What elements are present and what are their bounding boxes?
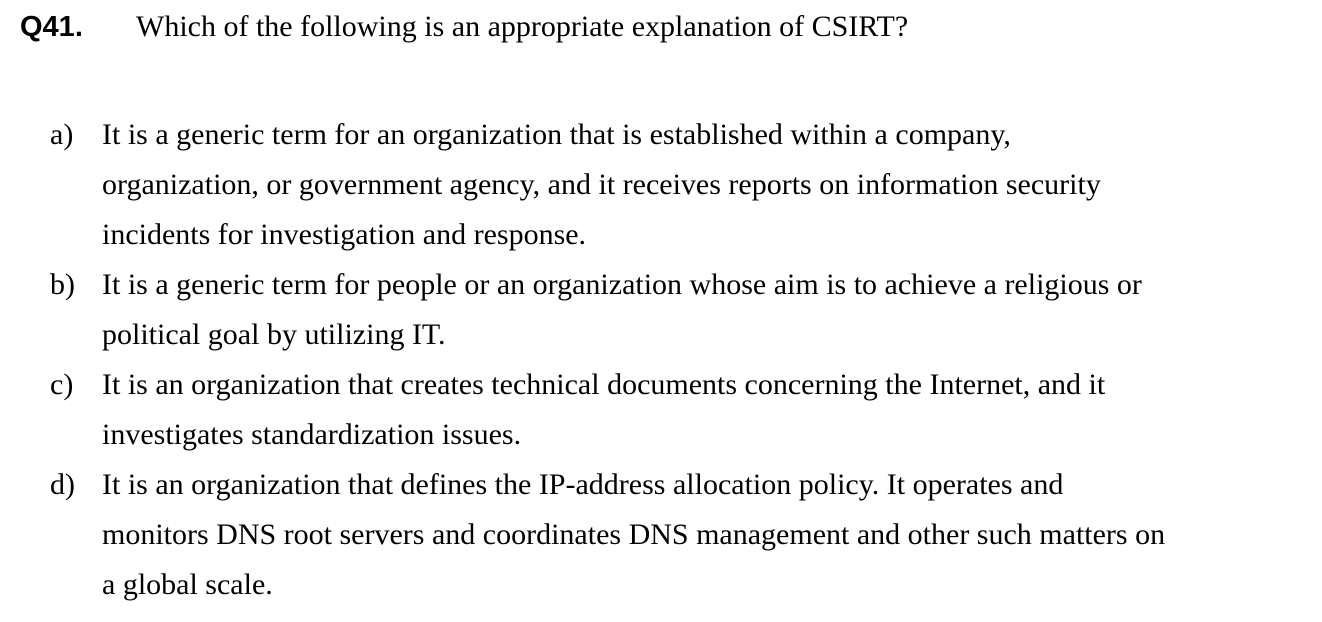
option-b (50, 260, 1312, 360)
option-letter: c) (50, 368, 74, 401)
question-text: Which of the following is an appropriate explanation of CSIRT? (136, 10, 909, 43)
option-line: monitors DNS root servers and coordinates DNS management and other such matters on (102, 518, 1166, 551)
option-line: incidents for investigation and response. (102, 218, 587, 251)
option-line: a global scale. (102, 568, 273, 601)
option-line: organization, or government agency, and it receives reports on information security (102, 168, 1101, 201)
question-number: Q41. (20, 11, 83, 43)
option-letter: d) (50, 468, 75, 501)
option-line: It is a generic term for people or an organization whose aim is to achieve a religious or (102, 268, 1142, 301)
option-letter: a) (50, 118, 74, 151)
option-text (102, 360, 1312, 460)
answer-options (50, 110, 1312, 610)
question (20, 10, 1310, 60)
option-letter: b) (50, 268, 75, 301)
option-text (102, 460, 1312, 610)
option-line: political goal by utilizing IT. (102, 318, 446, 351)
option-line: It is an organization that creates technical documents concerning the Internet, and it (102, 368, 1106, 401)
option-d (50, 460, 1312, 610)
option-line: It is an organization that defines the IP-address allocation policy. It operates and (102, 468, 1064, 501)
option-line: It is a generic term for an organization that is established within a company, (102, 118, 1011, 151)
option-text (102, 260, 1312, 360)
option-c (50, 360, 1312, 460)
option-text (102, 110, 1312, 260)
question-header (20, 10, 1310, 60)
option-line: investigates standardization issues. (102, 418, 522, 451)
option-a (50, 110, 1312, 260)
